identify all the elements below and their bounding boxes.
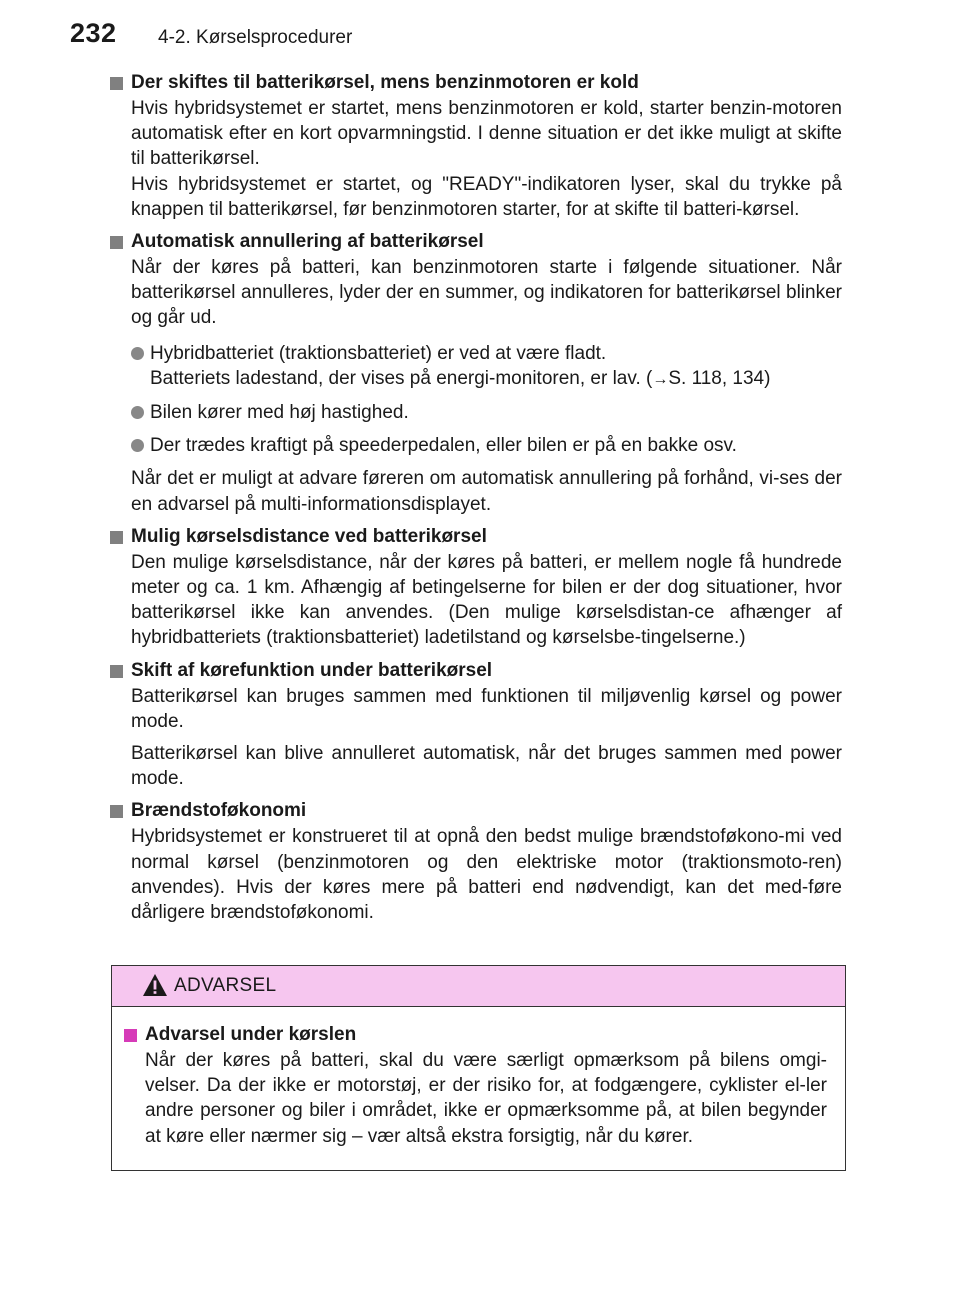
square-bullet-icon [110,805,123,818]
section-cold-engine [108,70,842,222]
paragraph: Hybridsystemet er konstrueret til at opnå den bedst mulige brændstoføkono-mi ved normal kørsel (benzinmotoren og den elektriske motor (traktionsmoto-ren) anvendes). Hvis der køres mere på batteri end nødvendigt, kan det med-føre dårligere brændstoføkonomi. [131,826,842,924]
list-item: Hybridbatteriet (traktionsbatteriet) er ved at være fladt. Batteriets ladestand, der vises på energi-monitoren, er lav. (→S. 118, 134) [131,341,842,392]
warning-text: Når der køres på batteri, skal du være særligt opmærksom på bilens omgi-velser. Da der ikke er motorstøj, er der risiko for, at fodgængere, cyklister el-ler andre personer og biler i området, ikke er opmærksomme på, at bilen begynder at køre eller nærmer sig – vær altså ekstra forsigtig, når du kører. [145,1050,827,1147]
bullet-dot-icon [131,439,144,452]
paragraph: Batterikørsel kan bruges sammen med funktionen til miljøvenlig kørsel og power mode. [131,685,842,732]
section-heading: Skift af kørefunktion under batterikørsel [108,658,842,684]
paragraph: Når der køres på batteri, kan benzinmotoren starte i følgende situationer. Når batterikørsel annulleres, lyder der en summer, og indikatoren for batterikørsel blinker og går ud. [131,257,842,329]
section-auto-cancel [108,229,842,517]
section-heading: Mulig kørselsdistance ved batterikørsel [108,524,842,550]
square-bullet-icon [110,531,123,544]
section-drive-mode [108,658,842,792]
section-fuel-economy [108,798,842,925]
section-heading: Automatisk annullering af batterikørsel [108,229,842,255]
warning-heading: Advarsel under kørslen [122,1022,829,1048]
main-content [108,70,842,932]
paragraph: Hvis hybridsystemet er startet, og "READY"-indikatoren lyser, skal du trykke på knappen til batterikørsel, før benzinmotoren starter, for at skifte til batteri-kørsel. [131,173,842,220]
list-item: Der trædes kraftigt på speederpedalen, eller bilen er på en bakke osv. [131,433,842,458]
bullet-dot-icon [131,406,144,419]
warning-triangle-icon [142,973,168,997]
warning-label: ADVARSEL [174,975,277,996]
section-distance [108,524,842,651]
square-bullet-icon [110,77,123,90]
list-item: Bilen kører med høj hastighed. [131,400,842,425]
bullet-dot-icon [131,347,144,360]
paragraph: Hvis hybridsystemet er startet, mens benzinmotoren er kold, starter benzin-motoren automatisk efter en kort opvarmningstid. I denne situation er det ikke muligt at skifte til batterikørsel. [131,98,842,170]
section-heading: Brændstoføkonomi [108,798,842,824]
square-bullet-icon [110,665,123,678]
square-bullet-icon [124,1029,137,1042]
warning-box [111,965,846,1171]
page-number: 232 [70,18,117,48]
arrow-right-icon: → [652,370,669,388]
square-bullet-icon [110,236,123,249]
warning-header [112,966,845,1007]
paragraph: Batterikørsel kan blive annulleret automatisk, når det bruges sammen med power mode. [131,743,842,790]
paragraph: Når det er muligt at advare føreren om automatisk annullering på forhånd, vi-ses der en advarsel på multi-informationsdisplayet. [131,468,842,515]
paragraph: Den mulige kørselsdistance, når der køres på batteri, er mellem nogle få hundrede meter og ca. 1 km. Afhængig af betingelserne for bilen er der dog situationer, hvor batterikørsel ikke kan anvendes. (Den mulige kørselsdistan-ce afhænger af hybridbatteriets (traktionsbatteriet) ladetilstand og kørselsbe-tingelserne.) [131,551,842,649]
section-heading: Der skiftes til batterikørsel, mens benzinmotoren er kold [108,70,842,96]
chapter-title: 4-2. Kørselsprocedurer [158,27,353,48]
page-header [0,0,960,56]
